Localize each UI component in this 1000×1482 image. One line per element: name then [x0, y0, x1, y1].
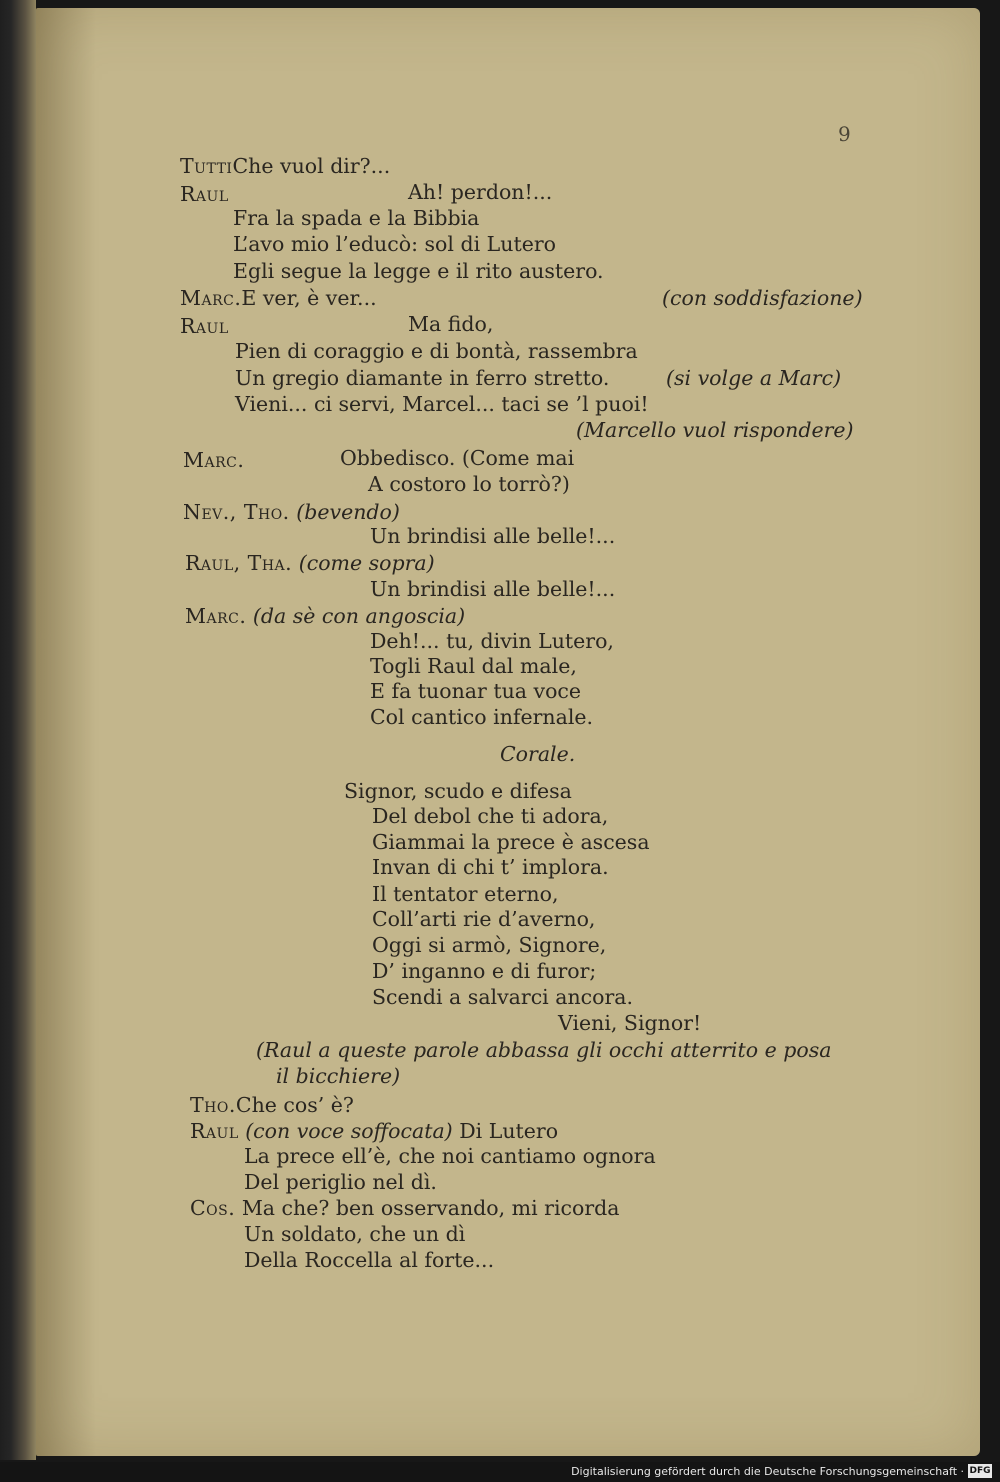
line-text: Ma che? ben osservando, mi ricorda: [241, 1196, 620, 1220]
speaker-name: Marc.: [183, 448, 245, 472]
verse-line: D’ inganno e di furor;: [372, 959, 597, 983]
line-text: Un soldato, che un dì: [244, 1222, 466, 1246]
script-line: [190, 1095, 354, 1116]
line-text: Deh!... tu, divin Lutero,: [370, 629, 614, 653]
line-text: Ah! perdon!...: [408, 180, 553, 204]
line-text: Un brindisi alle belle!...: [370, 524, 616, 548]
verse-line: Invan di chi t’ implora.: [372, 855, 609, 879]
stage-direction: (Marcello vuol rispondere): [576, 418, 854, 442]
line-text: Della Roccella al forte...: [244, 1248, 495, 1272]
line-text: Togli Raul dal male,: [370, 654, 577, 678]
speaker-name: Raul: [190, 1119, 239, 1143]
line-text: Un brindisi alle belle!...: [370, 577, 616, 601]
script-line: [183, 502, 400, 523]
digitization-footer: [0, 1462, 1000, 1482]
line-text: Un gregio diamante in ferro stretto.: [235, 366, 610, 390]
stage-direction: (Raul a queste parole abbassa gli occhi atterrito e posa: [256, 1038, 832, 1062]
stage-direction: (bevendo): [296, 500, 400, 524]
page-number: 9: [838, 122, 851, 146]
line-text: Del periglio nel dì.: [244, 1170, 437, 1194]
line-text: Obbedisco. (Come mai: [340, 446, 575, 470]
stage-direction: (si volge a Marc): [666, 366, 842, 390]
script-line: [185, 553, 435, 574]
speaker-name: Raul, Tha.: [185, 551, 293, 575]
verse-line: Del debol che ti adora,: [372, 804, 609, 828]
speaker-name: Raul: [180, 182, 229, 206]
line-text: Che vuol dir?...: [232, 154, 391, 178]
stage-direction: (da sè con angoscia): [252, 604, 466, 628]
speaker-name: Marc.: [180, 286, 242, 310]
line-text: Pien di coraggio e di bontà, rassembra: [235, 339, 638, 363]
verse-line: Oggi si armò, Signore,: [372, 933, 607, 957]
line-text: Fra la spada e la Bibbia: [233, 206, 480, 230]
line-text: Egli segue la legge e il rito austero.: [233, 259, 604, 283]
script-line: [180, 156, 390, 177]
line-text: L’avo mio l’educò: sol di Lutero: [233, 232, 556, 256]
page-gutter-shadow: [36, 8, 96, 1456]
line-text: La prece ell’è, che noi cantiamo ognora: [244, 1144, 656, 1168]
script-line: [180, 288, 377, 309]
line-text: Che cos’ è?: [235, 1093, 354, 1117]
speaker-name: Marc.: [185, 604, 247, 628]
verse-line: Il tentator eterno,: [372, 882, 559, 906]
stage-direction: (con voce soffocata): [245, 1119, 453, 1143]
verse-line: Coll’arti rie d’averno,: [372, 907, 596, 931]
section-heading: Corale.: [500, 742, 576, 766]
verse-line: Vieni, Signor!: [558, 1011, 702, 1035]
script-line: [185, 606, 465, 627]
stage-direction: il bicchiere): [276, 1064, 401, 1088]
dfg-logo: DFG: [969, 1466, 991, 1476]
line-text: E fa tuonar tua voce: [370, 679, 582, 703]
script-line: [190, 1121, 558, 1142]
stage-direction: (come sopra): [298, 551, 435, 575]
book-spine-edge: [0, 0, 36, 1460]
line-text: Di Lutero: [459, 1119, 559, 1143]
script-line: [190, 1198, 620, 1219]
speaker-name: Nev., Tho.: [183, 500, 290, 524]
line-text: Vieni... ci servi, Marcel... taci se ’l puoi!: [235, 392, 649, 416]
speaker-name: Raul: [180, 314, 229, 338]
speaker-name: Tho.: [190, 1093, 236, 1117]
verse-line: Giammai la prece è ascesa: [372, 830, 650, 854]
line-text: E ver, è ver...: [241, 286, 377, 310]
verse-line: Scendi a salvarci ancora.: [372, 985, 634, 1009]
speaker-name: Cos.: [190, 1196, 236, 1220]
speaker-name: Tutti: [180, 154, 233, 178]
verse-line: Signor, scudo e difesa: [344, 779, 572, 803]
footer-text: Digitalisierung gefördert durch die Deutsche Forschungsgemeinschaft ·: [571, 1465, 964, 1478]
book-page: [36, 8, 980, 1456]
stage-direction: (con soddisfazione): [662, 286, 863, 310]
line-text: Ma fido,: [408, 312, 494, 336]
line-text: A costoro lo torrò?): [368, 472, 570, 496]
line-text: Col cantico infernale.: [370, 705, 594, 729]
